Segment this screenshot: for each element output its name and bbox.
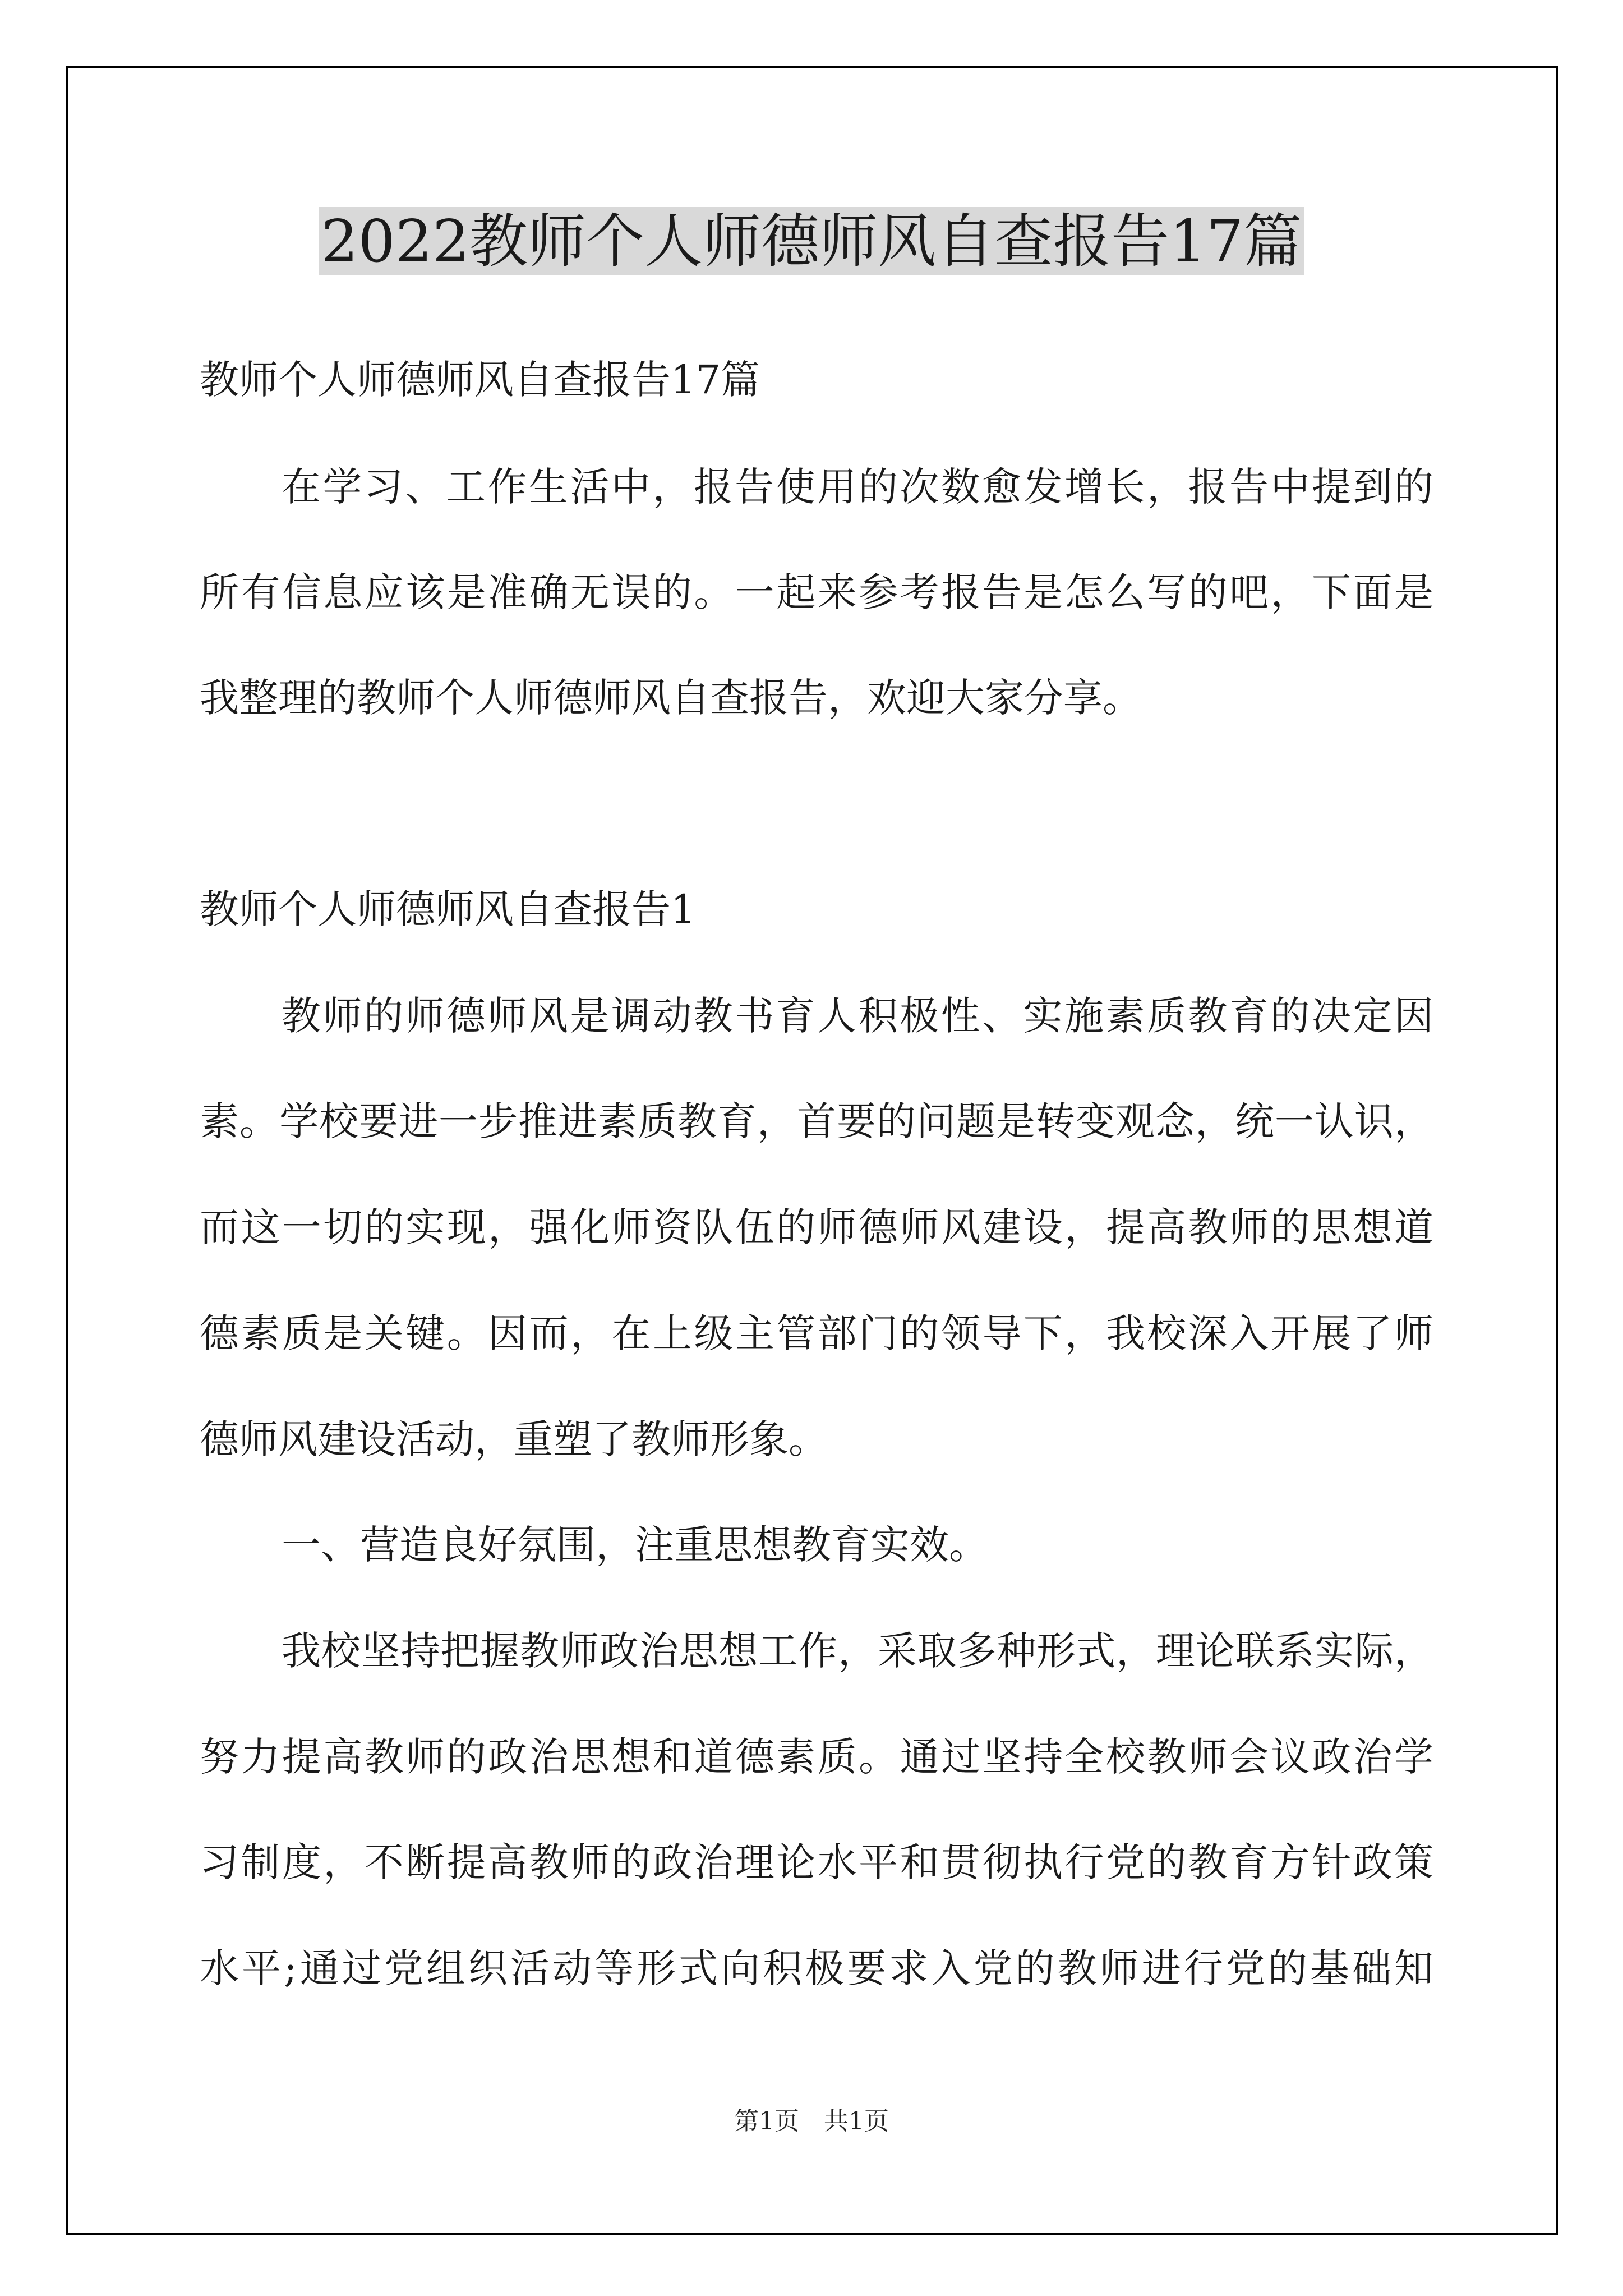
paragraph-line: 水平;通过党组织活动等形式向积极要求入党的教师进行党的基础知 [200,1945,1433,1991]
title-text: 2022教师个人师德师风自查报告17篇 [319,207,1304,275]
section-heading: 教师个人师德师风自查报告1 [200,886,696,932]
paragraph-line: 而这一切的实现，强化师资队伍的师德师风建设，提高教师的思想道 [200,1204,1433,1250]
page-footer: 第1页 共1页 [734,2107,889,2136]
paragraph-line: 努力提高教师的政治思想和道德素质。通过坚持全校教师会议政治学 [200,1734,1433,1780]
paragraph-line: 习制度，不断提高教师的政治理论水平和贯彻执行党的教育方针政策 [200,1839,1433,1885]
paragraph-line: 教师的师德师风是调动教书育人积极性、实施素质教育的决定因 [282,993,1433,1039]
section-subtitle: 教师个人师德师风自查报告17篇 [200,357,760,403]
document-title [0,205,1623,278]
paragraph-line: 德师风建设活动，重塑了教师形象。 [200,1416,828,1462]
subsection-heading: 一、营造良好氛围，注重思想教育实效。 [282,1522,988,1568]
paragraph-line: 在学习、工作生活中，报告使用的次数愈发增长，报告中提到的 [282,464,1433,510]
paragraph-line: 德素质是关键。因而，在上级主管部门的领导下，我校深入开展了师 [200,1310,1433,1356]
paragraph-line: 素。学校要进一步推进素质教育，首要的问题是转变观念，统一认识， [200,1098,1433,1144]
paragraph-line: 我校坚持把握教师政治思想工作，采取多种形式，理论联系实际， [282,1628,1433,1674]
paragraph-line: 我整理的教师个人师德师风自查报告，欢迎大家分享。 [200,675,1142,721]
paragraph-line: 所有信息应该是准确无误的。一起来参考报告是怎么写的吧，下面是 [200,569,1433,615]
